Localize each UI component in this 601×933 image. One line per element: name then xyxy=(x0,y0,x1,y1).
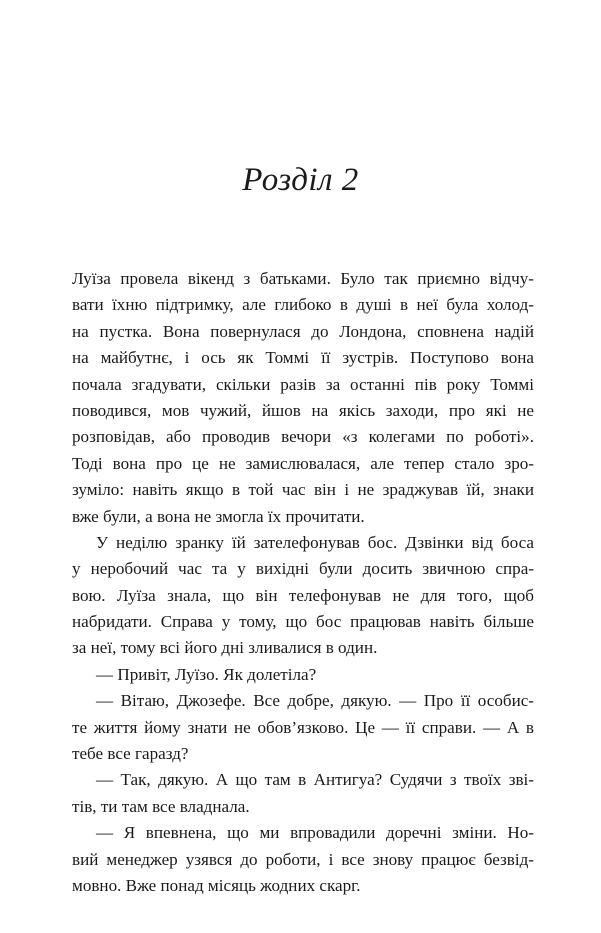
text-line: у неробочий час та у вихідні були досить звичною спра- xyxy=(72,559,534,579)
text-line: розповідав, або проводив вечори «з колегами по роботі». xyxy=(72,427,534,447)
chapter-title: Розділ 2 xyxy=(242,162,359,198)
text-line: за неї, тому всі його дні зливалися в один. xyxy=(72,638,378,658)
text-line: на пустка. Вона повернулася до Лондона, сповнена надій xyxy=(72,321,534,341)
text-line: — Я впевнена, що ми впровадили доречні зміни. Но- xyxy=(96,823,534,843)
text-line: У неділю зранку їй зателефонував бос. Дзвінки від боса xyxy=(96,532,534,552)
text-line: поводився, мов чужий, йшов на якісь заходи, про які не xyxy=(72,400,534,420)
text-line: тебе все гаразд? xyxy=(72,744,189,764)
text-line: — Привіт, Луїзо. Як долетіла? xyxy=(96,664,317,684)
text-line: набридати. Справа у тому, що бос працював навіть більше xyxy=(72,612,534,632)
text-line: — Так, дякую. А що там в Антигуа? Судячи з твоїх зві- xyxy=(96,770,534,790)
text-line: мовно. Вже понад місяць жодних скарг. xyxy=(72,875,361,895)
text-line: те життя йому знати не обов’язково. Це — її справи. — А в xyxy=(72,717,534,737)
body-text xyxy=(72,266,534,899)
text-line: Тоді вона про це не замислювалася, але тепер стало зро- xyxy=(72,453,534,473)
text-line: на майбутнє, і ось як Томмі її зустрів. Поступово вона xyxy=(72,348,534,368)
text-line: вий менеджер узявся до роботи, і все знову працює безвід- xyxy=(72,849,534,869)
text-line: тів, ти там все владнала. xyxy=(72,796,250,816)
text-line: вати їхню підтримку, але глибоко в душі в неї була холод- xyxy=(72,295,534,315)
text-line: зуміло: навіть якщо в той час він і не зраджував їй, знаки xyxy=(72,480,534,500)
text-line: — Вітаю, Джозефе. Все добре, дякую. — Про її особис- xyxy=(96,691,534,711)
text-line: вже були, а вона не змогла їх прочитати. xyxy=(72,506,365,526)
text-line: вою. Луїза знала, що він телефонував не для того, щоб xyxy=(72,585,534,605)
text-line: Луїза провела вікенд з батьками. Було так приємно відчу- xyxy=(72,269,534,288)
text-line: почала згадувати, скільки разів за останні пів року Томмі xyxy=(72,374,534,394)
